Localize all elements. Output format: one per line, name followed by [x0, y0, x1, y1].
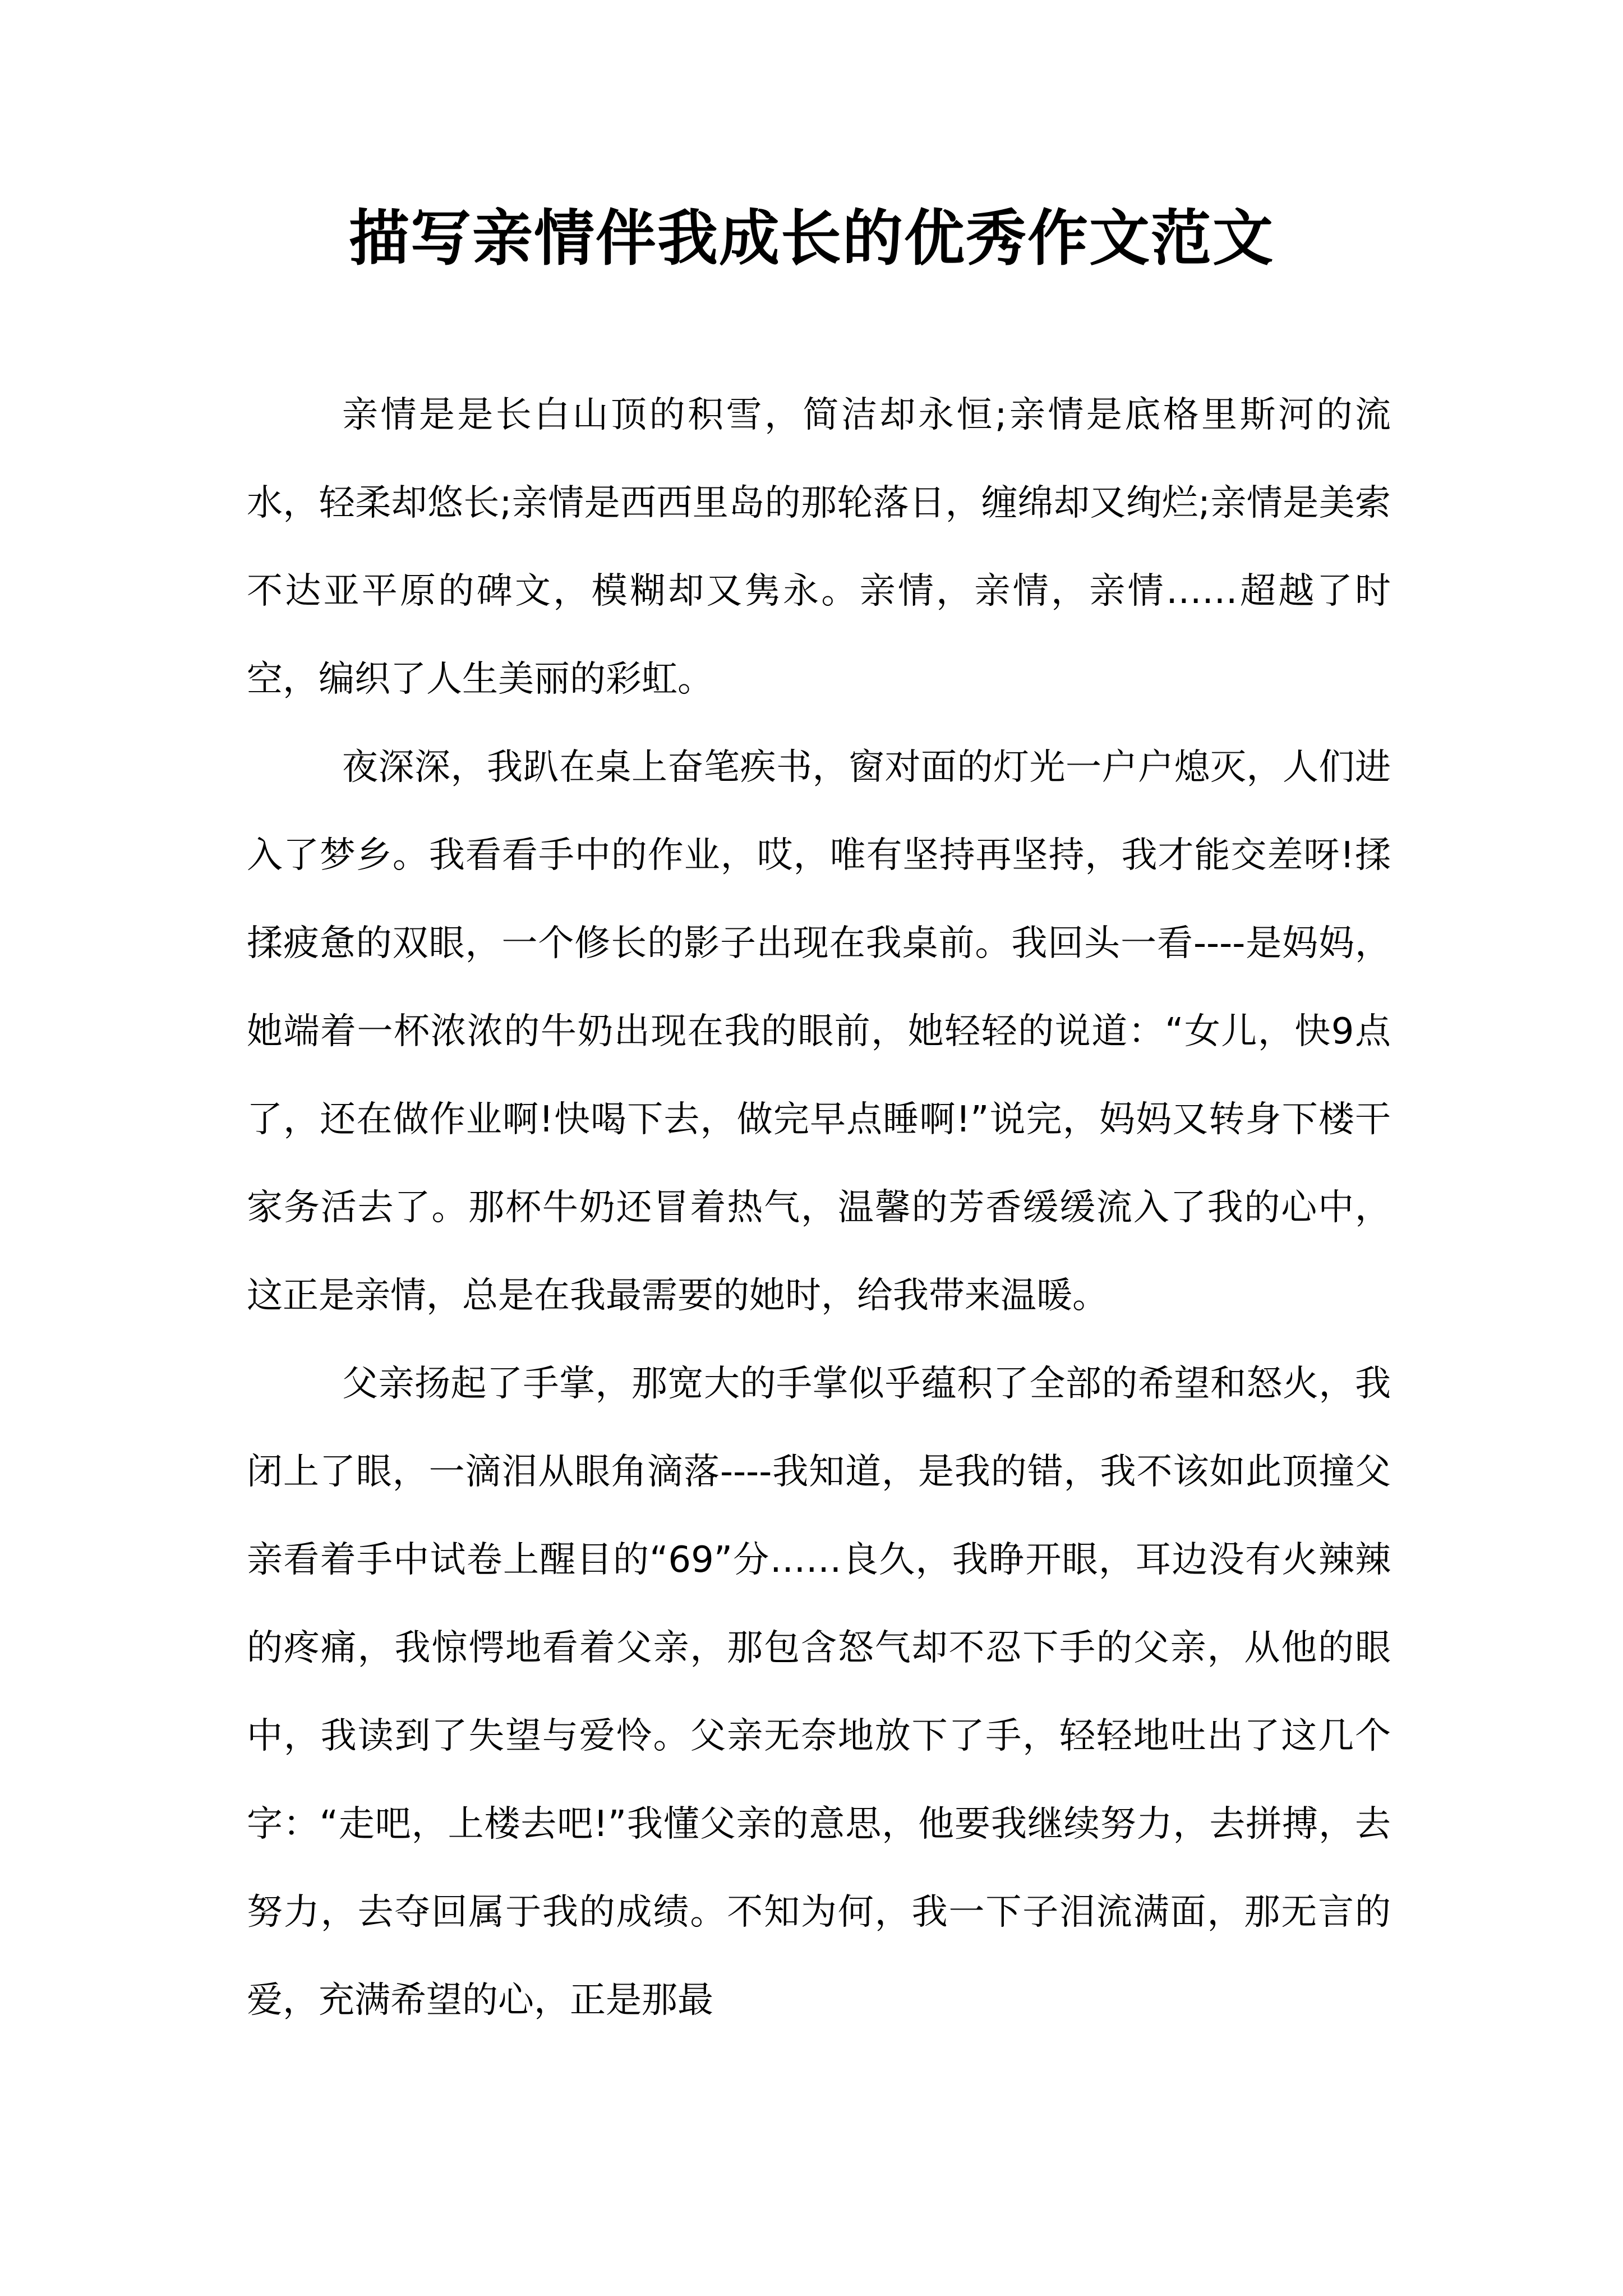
document-body — [247, 371, 1391, 2045]
paragraph-1: 亲情是是长白山顶的积雪，简洁却永恒;亲情是底格里斯河的流水，轻柔却悠长;亲情是西西里岛的那轮落日，缠绵却又绚烂;亲情是美索不达亚平原的碑文，模糊却又隽永。亲情，亲情，亲情……超越了时空，编织了人生美丽的彩虹。 — [247, 394, 1391, 700]
document-title: 描写亲情伴我成长的优秀作文范文 — [348, 203, 1274, 274]
paragraph-2: 夜深深，我趴在桌上奋笔疾书，窗对面的灯光一户户熄灭，人们进入了梦乡。我看看手中的作业，哎，唯有坚持再坚持，我才能交差呀!揉揉疲惫的双眼，一个修长的影子出现在我桌前。我回头一看----是妈妈，她端着一杯浓浓的牛奶出现在我的眼前，她轻轻的说道：“女儿，快9点了，还在做作业啊!快喝下去，做完早点睡啊!”说完，妈妈又转身下楼干家务活去了。那杯牛奶还冒着热气，温馨的芳香缓缓流入了我的心中，这正是亲情，总是在我最需要的她时，给我带来温暖。 — [247, 747, 1391, 1317]
paragraph-3: 父亲扬起了手掌，那宽大的手掌似乎蕴积了全部的希望和怒火，我闭上了眼，一滴泪从眼角滴落----我知道，是我的错，我不该如此顶撞父亲看着手中试卷上醒目的“69”分……良久，我睁开眼，耳边没有火辣辣的疼痛，我惊愕地看着父亲，那包含怒气却不忍下手的父亲，从他的眼中，我读到了失望与爱怜。父亲无奈地放下了手，轻轻地吐出了这几个字：“走吧，上楼去吧!”我懂父亲的意思，他要我继续努力，去拼搏，去努力，去夺回属于我的成绩。不知为何，我一下子泪流满面，那无言的爱，充满希望的心，正是那最 — [247, 1363, 1391, 2021]
